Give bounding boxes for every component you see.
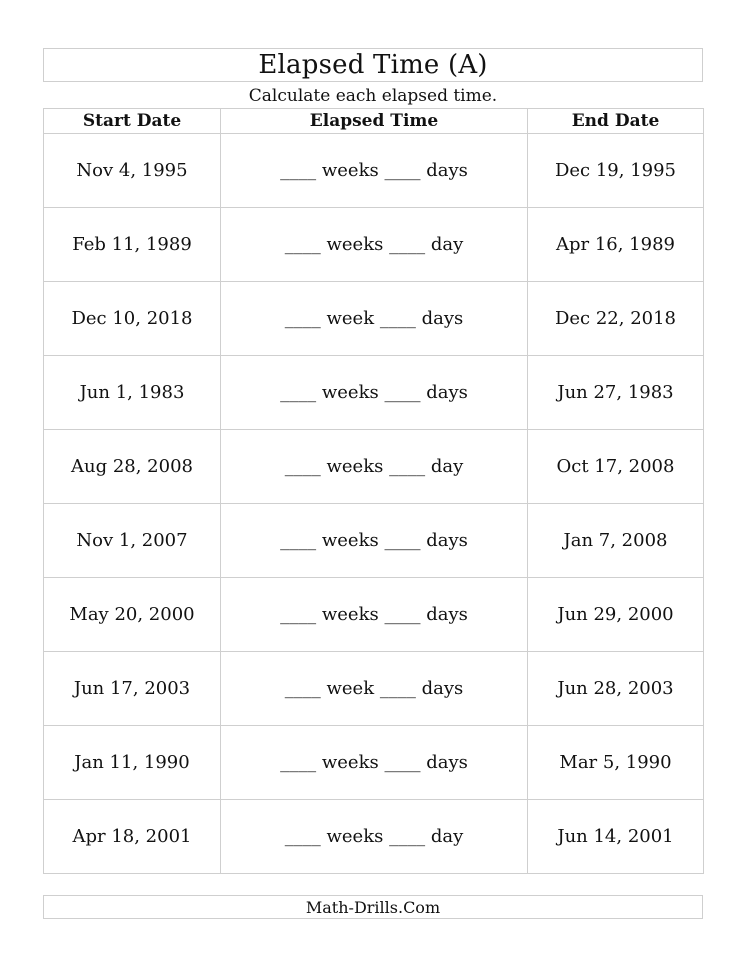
unit-label-days: days [426, 160, 468, 181]
unit-label-weeks: weeks [321, 752, 379, 773]
worksheet-instructions: Calculate each elapsed time. [248, 86, 498, 106]
table-row [44, 726, 704, 800]
answer-blank-weeks[interactable]: ____ [280, 752, 317, 773]
answer-blank-days[interactable]: ____ [389, 456, 426, 477]
elapsed-time-cell [221, 430, 528, 504]
table-row [44, 134, 704, 208]
unit-label-weeks: weeks [321, 530, 379, 551]
unit-label-days: days [426, 752, 468, 773]
answer-blank-weeks[interactable]: ____ [280, 530, 317, 551]
elapsed-time-table [43, 108, 704, 874]
answer-blank-weeks[interactable]: ____ [280, 382, 317, 403]
end-date-cell: Dec 19, 1995 [528, 134, 704, 208]
answer-blank-days[interactable]: ____ [379, 678, 416, 699]
table-row [44, 652, 704, 726]
unit-label-weeks: week [326, 678, 375, 699]
header-elapsed-time: Elapsed Time [221, 109, 528, 134]
elapsed-time-cell [221, 726, 528, 800]
unit-label-weeks: weeks [321, 382, 379, 403]
unit-label-days: days [421, 678, 464, 699]
elapsed-time-cell [221, 504, 528, 578]
title-box [43, 48, 703, 82]
table-header-row [44, 109, 704, 134]
table-row [44, 800, 704, 874]
end-date-cell: Jun 14, 2001 [528, 800, 704, 874]
end-date-cell: Mar 5, 1990 [528, 726, 704, 800]
answer-blank-weeks[interactable]: ____ [280, 604, 317, 625]
worksheet-title: Elapsed Time (A) [258, 50, 488, 80]
answer-blank-days[interactable]: ____ [384, 382, 421, 403]
answer-blank-days[interactable]: ____ [389, 234, 426, 255]
start-date-cell: Nov 4, 1995 [44, 134, 221, 208]
table-row [44, 578, 704, 652]
elapsed-time-cell [221, 652, 528, 726]
table-row [44, 356, 704, 430]
answer-blank-weeks[interactable]: ____ [284, 308, 321, 329]
answer-blank-days[interactable]: ____ [389, 826, 426, 847]
unit-label-days: days [426, 604, 468, 625]
end-date-cell: Oct 17, 2008 [528, 430, 704, 504]
start-date-cell: Feb 11, 1989 [44, 208, 221, 282]
unit-label-weeks: weeks [326, 234, 384, 255]
end-date-cell: Jun 27, 1983 [528, 356, 704, 430]
unit-label-days: days [426, 530, 468, 551]
unit-label-weeks: week [326, 308, 375, 329]
answer-blank-weeks[interactable]: ____ [280, 160, 317, 181]
unit-label-weeks: weeks [321, 604, 379, 625]
elapsed-time-cell [221, 356, 528, 430]
start-date-cell: Jun 1, 1983 [44, 356, 221, 430]
end-date-cell: Dec 22, 2018 [528, 282, 704, 356]
table-row [44, 504, 704, 578]
elapsed-time-cell [221, 578, 528, 652]
unit-label-days: days [421, 308, 464, 329]
table-row [44, 282, 704, 356]
answer-blank-weeks[interactable]: ____ [284, 234, 321, 255]
end-date-cell: Jun 28, 2003 [528, 652, 704, 726]
answer-blank-weeks[interactable]: ____ [284, 678, 321, 699]
footer [43, 895, 703, 919]
answer-blank-days[interactable]: ____ [384, 752, 421, 773]
unit-label-days: day [430, 826, 464, 847]
unit-label-weeks: weeks [321, 160, 379, 181]
end-date-cell: Apr 16, 1989 [528, 208, 704, 282]
answer-blank-weeks[interactable]: ____ [284, 456, 321, 477]
unit-label-weeks: weeks [326, 826, 384, 847]
unit-label-days: day [430, 234, 464, 255]
answer-blank-days[interactable]: ____ [384, 604, 421, 625]
start-date-cell: Apr 18, 2001 [44, 800, 221, 874]
start-date-cell: Nov 1, 2007 [44, 504, 221, 578]
elapsed-time-cell [221, 282, 528, 356]
start-date-cell: Jun 17, 2003 [44, 652, 221, 726]
start-date-cell: Aug 28, 2008 [44, 430, 221, 504]
end-date-cell: Jan 7, 2008 [528, 504, 704, 578]
start-date-cell: Jan 11, 1990 [44, 726, 221, 800]
unit-label-days: day [430, 456, 464, 477]
footer-site[interactable]: Math-Drills.Com [305, 897, 441, 917]
elapsed-time-cell [221, 208, 528, 282]
start-date-cell: Dec 10, 2018 [44, 282, 221, 356]
table-row [44, 430, 704, 504]
table-row [44, 208, 704, 282]
header-start-date: Start Date [44, 109, 221, 134]
start-date-cell: May 20, 2000 [44, 578, 221, 652]
answer-blank-days[interactable]: ____ [384, 160, 421, 181]
header-end-date: End Date [528, 109, 704, 134]
end-date-cell: Jun 29, 2000 [528, 578, 704, 652]
unit-label-days: days [426, 382, 468, 403]
answer-blank-days[interactable]: ____ [379, 308, 416, 329]
elapsed-time-cell [221, 800, 528, 874]
unit-label-weeks: weeks [326, 456, 384, 477]
answer-blank-weeks[interactable]: ____ [284, 826, 321, 847]
answer-blank-days[interactable]: ____ [384, 530, 421, 551]
elapsed-time-cell [221, 134, 528, 208]
